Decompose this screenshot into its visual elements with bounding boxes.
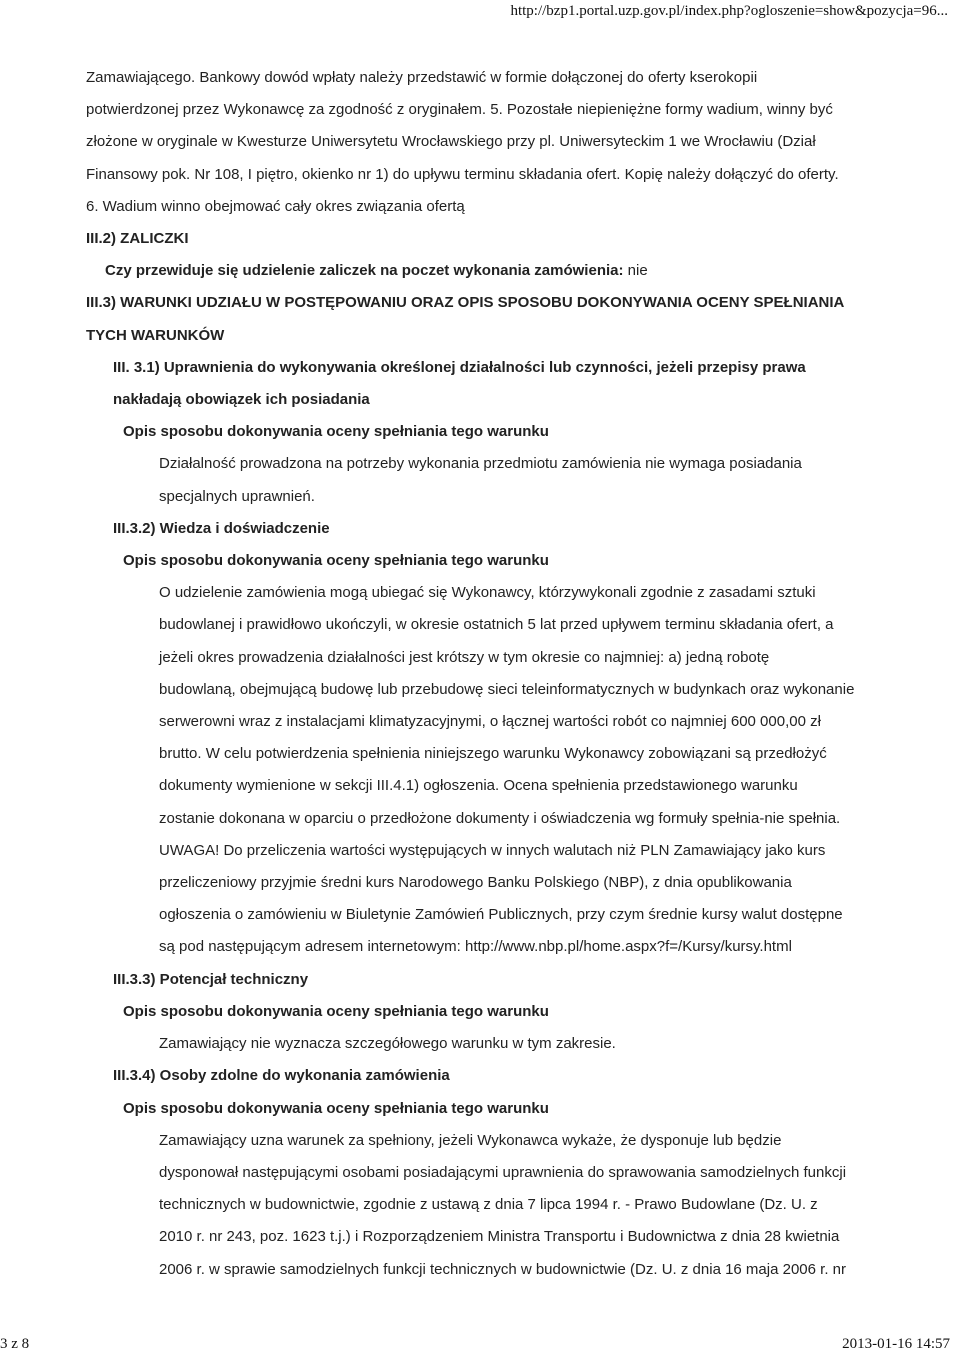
intro-line: złożone w oryginale w Kwesturze Uniwersytetu Wrocławskiego przy pl. Uniwersyteckim 1 we Wrocławiu (Dział	[86, 133, 816, 151]
condition-text-line: przeliczeniowy przyjmie średni kurs Narodowego Banku Polskiego (NBP), z dnia opublikowania	[159, 874, 792, 892]
document-content	[86, 62, 906, 1286]
advance-payment-question: Czy przewiduje się udzielenie zaliczek na poczet wykonania zamówienia:	[105, 262, 624, 280]
subsection-heading-3-3-1: III. 3.1) Uprawnienia do wykonywania określonej działalności lub czynności, jeżeli przepisy prawa	[113, 358, 806, 376]
condition-text-line: Zamawiający uzna warunek za spełniony, jeżeli Wykonawca wykaże, że dysponuje lub będzie	[159, 1131, 782, 1149]
subsection-heading-3-3-2: III.3.2) Wiedza i doświadczenie	[113, 519, 330, 537]
opis-label: Opis sposobu dokonywania oceny spełniania tego warunku	[123, 423, 549, 441]
section-heading-3-3: III.3) WARUNKI UDZIAŁU W POSTĘPOWANIU ORAZ OPIS SPOSOBU DOKONYWANIA OCENY SPEŁNIANIA	[86, 294, 845, 312]
condition-text-line: zostanie dokonana w oparciu o przedłożone dokumenty i oświadczenia wg formuły spełnia-nie spełnia.	[159, 809, 841, 827]
condition-text-line: dokumenty wymienione w sekcji III.4.1) ogłoszenia. Ocena spełnienia przedstawionego warunku	[159, 777, 798, 795]
intro-line: Zamawiającego. Bankowy dowód wpłaty należy przedstawić w formie dołączonej do oferty kserokopii	[86, 69, 758, 86]
opis-label: Opis sposobu dokonywania oceny spełniania tego warunku	[123, 1002, 549, 1020]
opis-label: Opis sposobu dokonywania oceny spełniania tego warunku	[123, 552, 549, 570]
condition-text-line: specjalnych uprawnień.	[159, 487, 315, 505]
intro-line: Finansowy pok. Nr 108, I piętro, okienko nr 1) do upływu terminu składania ofert. Kopię należy dołączyć do oferty.	[86, 165, 839, 183]
condition-text-line: Działalność prowadzona na potrzeby wykonania przedmiotu zamówienia nie wymaga posiadania	[159, 455, 802, 473]
page-url-header: http://bzp1.portal.uzp.gov.pl/index.php?ogloszenie=show&pozycja=96...	[510, 3, 948, 19]
condition-text-line: O udzielenie zamówienia mogą ubiegać się Wykonawcy, którzywykonali zgodnie z zasadami sztuki	[159, 584, 816, 602]
condition-text-line: 2006 r. w sprawie samodzielnych funkcji technicznych w budownictwie (Dz. U. z dnia 16 maja 2006 r. nr	[159, 1260, 846, 1278]
condition-text-line: ogłoszenia o zamówieniu w Biuletynie Zamówień Publicznych, przy czym średnie kursy walut dostępne	[159, 906, 843, 924]
section-heading-3-3-cont: TYCH WARUNKÓW	[86, 326, 225, 344]
print-datetime: 2013-01-16 14:57	[842, 1336, 950, 1352]
advance-payment-row	[86, 255, 906, 287]
subsection-heading-3-3-4: III.3.4) Osoby zdolne do wykonania zamówienia	[113, 1067, 450, 1085]
section-heading-3-2: III.2) ZALICZKI	[86, 230, 189, 248]
condition-text-line: technicznych w budownictwie, zgodnie z ustawą z dnia 7 lipca 1994 r. - Prawo Budowlane (Dz. U. z	[159, 1196, 818, 1214]
subsection-heading-3-3-1-cont: nakładają obowiązek ich posiadania	[113, 391, 370, 409]
page-indicator: 3 z 8	[0, 1336, 30, 1352]
condition-text-line: dysponował następującymi osobami posiadającymi uprawnienia do sprawowania samodzielnych funkcji	[159, 1163, 847, 1181]
condition-text-line: są pod następującym adresem internetowym: http://www.nbp.pl/home.aspx?f=/Kursy/kursy.html	[159, 938, 792, 956]
condition-text-line: jeżeli okres prowadzenia działalności jest krótszy w tym okresie co najmniej: a) jedną robotę	[159, 648, 770, 666]
condition-text-line: budowlanej i prawidłowo ukończyli, w okresie ostatnich 5 lat przed upływem terminu składania ofert, a	[159, 616, 834, 634]
condition-text-line: brutto. W celu potwierdzenia spełnienia niniejszego warunku Wykonawcy zobowiązani są przedłożyć	[159, 745, 827, 763]
condition-text-line: UWAGA! Do przeliczenia wartości występujących w innych walutach niż PLN Zamawiający jako kurs	[159, 841, 826, 859]
intro-line: potwierdzonej przez Wykonawcę za zgodność z oryginałem. 5. Pozostałe niepieniężne formy wadium, winny być	[86, 101, 833, 119]
condition-text-line: serwerowni wraz z instalacjami klimatyzacyjnymi, o łącznej wartości robót co najmniej 600 000,00 zł	[159, 713, 821, 731]
condition-text-line: budowlaną, obejmującą budowę lub przebudowę sieci teleinformatycznych w budynkach oraz wykonanie	[159, 680, 855, 698]
opis-label: Opis sposobu dokonywania oceny spełniania tego warunku	[123, 1099, 549, 1117]
condition-text-line: 2010 r. nr 243, poz. 1623 t.j.) i Rozporządzeniem Ministra Transportu i Budownictwa z dnia 28 kwietnia	[159, 1228, 840, 1246]
subsection-heading-3-3-3: III.3.3) Potencjał techniczny	[113, 970, 309, 988]
intro-line: 6. Wadium winno obejmować cały okres związania ofertą	[86, 197, 465, 215]
advance-payment-answer: nie	[623, 262, 648, 280]
condition-text-line: Zamawiający nie wyznacza szczegółowego warunku w tym zakresie.	[159, 1035, 616, 1053]
